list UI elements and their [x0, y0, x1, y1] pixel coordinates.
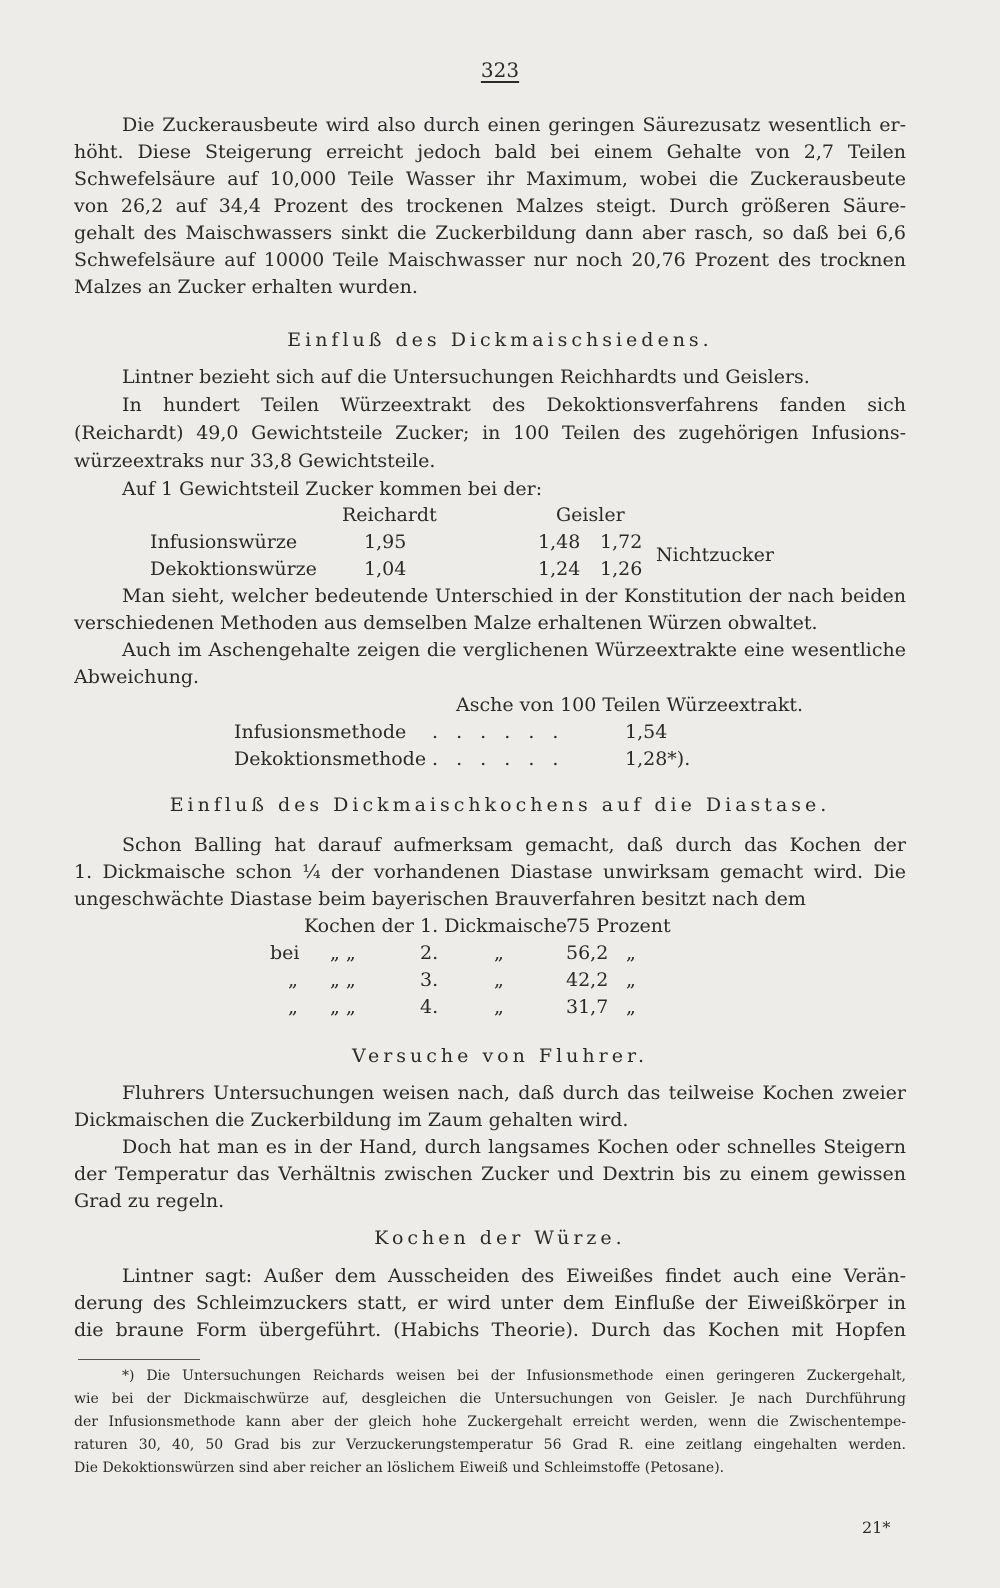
signature-mark: 21* — [862, 1518, 891, 1537]
paragraph-line: Doch hat man es in der Hand, durch langsames Kochen oder schnelles Steigern — [122, 1136, 906, 1158]
column-header: Reichardt — [342, 504, 437, 526]
ditto-marks: „ „ — [330, 942, 356, 964]
leader-dots: . . . . . . — [432, 748, 565, 770]
bracket-label: Nichtzucker — [656, 544, 774, 566]
paragraph-line: gehalt des Maischwassers sinkt die Zuckerbildung dann aber rasch, so daß bei 6,6 — [74, 222, 906, 244]
table-cell: 1,48 — [538, 531, 581, 553]
ditto-mark: „ — [626, 969, 636, 991]
paragraph-line: Abweichung. — [74, 666, 200, 688]
ditto-mark: „ — [626, 996, 636, 1018]
paragraph-line: von 26,2 auf 34,4 Prozent des trockenen Malzes steigt. Durch größeren Säure- — [74, 195, 906, 217]
table-cell: Kochen der 1. Dickmaische — [304, 915, 567, 937]
ditto-mark: „ — [626, 942, 636, 964]
table-cell: 4. — [420, 996, 439, 1018]
section-heading: Einfluß des Dickmaischkochens auf die Diastase. — [169, 794, 831, 816]
paragraph-line: verschiedenen Methoden aus demselben Malze erhaltenen Würzen obwaltet. — [74, 612, 818, 634]
ditto-mark: „ — [288, 969, 298, 991]
table-cell: 1,26 — [600, 558, 643, 580]
table-cell: 31,7 — [566, 996, 609, 1018]
paragraph-line: Malzes an Zucker erhalten wurden. — [74, 276, 418, 298]
footnote-line: Die Dekoktionswürzen sind aber reicher an löslichem Eiweiß und Schleimstoffe (Petosane). — [74, 1460, 725, 1476]
table-cell: 56,2 — [566, 942, 609, 964]
column-header: Geisler — [556, 504, 625, 526]
table-cell: 3. — [420, 969, 439, 991]
table-cell: 2. — [420, 942, 439, 964]
paragraph-line: Schon Balling hat darauf aufmerksam gemacht, daß durch das Kochen der — [122, 834, 906, 856]
row-label: Dekoktionsmethode — [234, 748, 427, 770]
footnote-line: wie bei der Dickmaischwürze auf, desgleichen die Untersuchungen von Geisler. Je nach Durchführung — [74, 1391, 906, 1407]
ditto-mark: „ — [494, 942, 504, 964]
footnote-line: der Infusionsmethode kann aber der gleich hohe Zuckergehalt erreicht werden, wenn die Zwischentempe- — [74, 1414, 906, 1430]
paragraph-line: Lintner sagt: Außer dem Ausscheiden des Eiweißes findet auch eine Verän- — [122, 1265, 906, 1287]
row-label: Infusionswürze — [150, 531, 298, 553]
ditto-mark: „ — [494, 969, 504, 991]
paragraph-line: höht. Diese Steigerung erreicht jedoch bald bei einem Gehalte von 2,7 Teilen — [74, 141, 906, 163]
footnote-line: raturen 30, 40, 50 Grad bis zur Verzuckerungstemperatur 56 Grad R. eine zeitlang eingehalten werden. — [74, 1437, 906, 1453]
row-label: Dekoktionswürze — [150, 558, 317, 580]
paragraph-line: Die Zuckerausbeute wird also durch einen geringen Säurezusatz wesentlich er- — [122, 114, 906, 136]
table-cell: 1,54 — [625, 721, 668, 743]
paragraph-line: die braune Form übergeführt. (Habichs Theorie). Durch das Kochen mit Hopfen — [74, 1319, 906, 1341]
paragraph-line: würzeextraks nur 33,8 Gewichtsteile. — [74, 450, 436, 472]
section-heading: Kochen der Würze. — [374, 1227, 626, 1249]
table-cell: 75 Prozent — [566, 915, 671, 937]
paragraph-line: ungeschwächte Diastase beim bayerischen Brauverfahren besitzt nach dem — [74, 888, 806, 910]
section-heading: Einfluß des Dickmaischsiedens. — [287, 329, 713, 351]
paragraph-line: Schwefelsäure auf 10,000 Teile Wasser ihr Maximum, wobei die Zuckerausbeute — [74, 168, 906, 190]
table-header: Asche von 100 Teilen Würzeextrakt. — [456, 694, 804, 716]
leader-dots: . . . . . . — [432, 721, 565, 743]
paragraph-line: Auf 1 Gewichtsteil Zucker kommen bei der: — [122, 478, 543, 500]
paragraph-line: Grad zu regeln. — [74, 1190, 225, 1212]
paragraph-line: der Temperatur das Verhältnis zwischen Zucker und Dextrin bis zu einem gewissen — [74, 1163, 906, 1185]
paragraph-line: Man sieht, welcher bedeutende Unterschied in der Konstitution der nach beiden — [122, 585, 906, 607]
ditto-mark: „ — [288, 996, 298, 1018]
table-cell: 1,04 — [364, 558, 407, 580]
table-cell: 1,95 — [364, 531, 407, 553]
ditto-marks: „ „ — [330, 996, 356, 1018]
table-cell: 1,24 — [538, 558, 581, 580]
row-label: Infusionsmethode — [234, 721, 407, 743]
paragraph-line: Schwefelsäure auf 10000 Teile Maischwasser nur noch 20,76 Prozent des trocknen — [74, 249, 906, 271]
paragraph-line: Auch im Aschengehalte zeigen die verglichenen Würzeextrakte eine wesentliche — [122, 639, 906, 661]
table-cell: 1,28*). — [625, 748, 691, 770]
table-cell: 42,2 — [566, 969, 609, 991]
section-heading: Versuche von Fluhrer. — [352, 1045, 648, 1067]
ditto-marks: „ „ — [330, 969, 356, 991]
paragraph-line: Dickmaischen die Zuckerbildung im Zaum gehalten wird. — [74, 1109, 629, 1131]
paragraph-line: 1. Dickmaische schon ¼ der vorhandenen Diastase unwirksam gemacht wird. Die — [74, 861, 906, 883]
footnote-line: *) Die Untersuchungen Reichards weisen bei der Infusionsmethode einen geringeren Zuckergehalt, — [122, 1368, 906, 1384]
footnote-rule — [78, 1359, 200, 1360]
table-cell: bei — [270, 942, 300, 964]
page-number: 323 — [480, 58, 520, 82]
paragraph-line: In hundert Teilen Würzeextrakt des Dekoktionsverfahrens fanden sich — [122, 394, 906, 416]
paragraph-line: (Reichardt) 49,0 Gewichtsteile Zucker; in 100 Teilen des zugehörigen Infusions- — [74, 422, 906, 444]
ditto-mark: „ — [494, 996, 504, 1018]
paragraph-line: derung des Schleimzuckers statt, er wird unter dem Einfluße der Eiweißkörper in — [74, 1292, 906, 1314]
table-cell: 1,72 — [600, 531, 643, 553]
paragraph-line: Fluhrers Untersuchungen weisen nach, daß durch das teilweise Kochen zweier — [122, 1082, 906, 1104]
paragraph-line: Lintner bezieht sich auf die Untersuchungen Reichhardts und Geislers. — [122, 366, 810, 388]
